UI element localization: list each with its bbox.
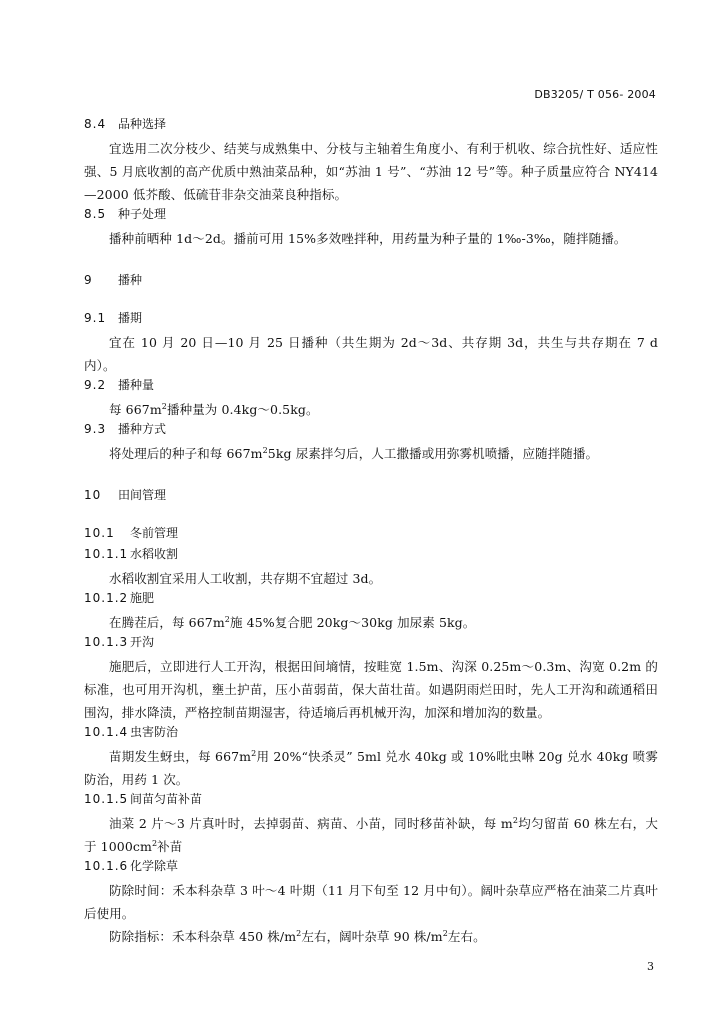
section-number: 10.1 bbox=[84, 526, 115, 540]
paragraph-pest-control bbox=[84, 745, 658, 791]
standard-code-header: DB3205/ T 056- 2004 bbox=[534, 88, 656, 101]
section-title: 冬前管理 bbox=[130, 526, 179, 540]
paragraph-sowing-method bbox=[84, 442, 658, 465]
section-number: 10.1.4 bbox=[84, 725, 129, 739]
section-number: 9.2 bbox=[84, 378, 107, 392]
heading-10-1-3 bbox=[84, 634, 658, 650]
heading-9-1 bbox=[84, 310, 658, 326]
paragraph-ditching: 施肥后，立即进行人工开沟，根据田间墒情，按畦宽 1.5m、沟深 0.25m～0.3m、沟宽 0.2m 的标准，也可用开沟机，壅土护苗，压小苗弱苗，保大苗壮苗。如遇阴雨烂田时，先人工开沟和疏通稻田围沟，排水降渍，严格控制苗期湿害，待适墒后再机械开沟，加深和增加沟的数量。 bbox=[84, 659, 658, 720]
text-run: 防除指标：禾本科杂草 450 株/m bbox=[109, 929, 297, 944]
section-number: 10 bbox=[84, 488, 102, 502]
section-number: 10.1.3 bbox=[84, 635, 129, 649]
heading-8-5 bbox=[84, 206, 658, 222]
heading-10-1-2 bbox=[84, 590, 658, 606]
text-run: 每 667m bbox=[109, 402, 162, 417]
superscript: 2 bbox=[224, 615, 230, 624]
section-title: 播期 bbox=[118, 311, 143, 325]
paragraph-sowing-date: 宜在 10 月 20 日—10 月 25 日播种（共生期为 2d～3d、共存期 3d，共生与共存期在 7 d 内）。 bbox=[84, 335, 658, 373]
text-run: 播种量为 0.4kg～0.5kg。 bbox=[167, 402, 319, 417]
superscript: 2 bbox=[442, 929, 448, 938]
paragraph-rice-harvest: 水稻收割宜采用人工收割，共存期不宜超过 3d。 bbox=[109, 571, 382, 586]
paragraph-fertilizing bbox=[84, 611, 658, 634]
text-run: 将处理后的种子和每 667m bbox=[109, 446, 263, 461]
section-title: 施肥 bbox=[130, 591, 155, 605]
text-run: 左右，阔叶杂草 90 株/m bbox=[301, 929, 443, 944]
section-number: 9.1 bbox=[84, 311, 107, 325]
section-title: 虫害防治 bbox=[130, 725, 179, 739]
text-run: 施 45%复合肥 20kg～30kg 加尿素 5kg。 bbox=[230, 615, 476, 630]
text-run: 油菜 2 片～3 片真叶时，去掉弱苗、病苗、小苗，同时移苗补缺，每 m bbox=[109, 816, 513, 831]
section-number: 10.1.6 bbox=[84, 859, 129, 873]
section-title: 品种选择 bbox=[118, 117, 167, 131]
section-number: 10.1.2 bbox=[84, 591, 129, 605]
section-number: 10.1.5 bbox=[84, 792, 129, 806]
paragraph-weeding-threshold bbox=[84, 925, 658, 948]
section-title: 开沟 bbox=[130, 635, 155, 649]
superscript: 2 bbox=[251, 749, 257, 758]
heading-10-1 bbox=[84, 525, 658, 541]
superscript: 2 bbox=[296, 929, 302, 938]
section-title: 化学除草 bbox=[130, 859, 179, 873]
paragraph-sowing-amount bbox=[84, 398, 658, 421]
heading-9-2 bbox=[84, 377, 658, 393]
section-title: 水稻收割 bbox=[130, 547, 179, 561]
paragraph-variety-selection: 宜选用二次分枝少、结荚与成熟集中、分枝与主轴着生角度小、有利于机收、综合抗性好、适应性强、5 月底收割的高产优质中熟油菜品种，如“苏油 1 号”、“苏油 12 号”等。种子质量应符合 NY414—2000 低芥酸、低硫苷非杂交油菜良种指标。 bbox=[84, 141, 658, 202]
heading-10 bbox=[84, 487, 658, 503]
text-run: 苗期发生蚜虫，每 667m bbox=[109, 749, 252, 764]
section-title: 种子处理 bbox=[118, 207, 167, 221]
section-number: 8.5 bbox=[84, 207, 107, 221]
document-body bbox=[84, 116, 658, 948]
text-run: 在腾茬后，每 667m bbox=[109, 615, 225, 630]
paragraph-seed-treatment: 播种前晒种 1d～2d。播前可用 15%多效唑拌种，用药量为种子量的 1‰-3‰，随拌随播。 bbox=[109, 231, 627, 246]
paragraph-thinning bbox=[84, 812, 658, 858]
heading-10-1-5 bbox=[84, 791, 658, 807]
text-run: 左右。 bbox=[447, 929, 486, 944]
text-run: 用 20%“快杀灵” 5ml 兑水 40kg 或 10%吡虫啉 20g 兑水 40kg 喷雾防治，用药 1 次。 bbox=[84, 749, 658, 787]
heading-8-4 bbox=[84, 116, 658, 132]
section-title: 播种方式 bbox=[118, 422, 167, 436]
section-title: 播种量 bbox=[118, 378, 155, 392]
section-number: 10.1.1 bbox=[84, 547, 129, 561]
page-number: 3 bbox=[647, 960, 654, 973]
heading-10-1-4 bbox=[84, 724, 658, 740]
section-title: 间苗匀苗补苗 bbox=[130, 792, 203, 806]
section-number: 9.3 bbox=[84, 422, 107, 436]
text-run: 均匀留苗 60 株左右，大于 1000cm bbox=[84, 816, 658, 854]
superscript: 2 bbox=[161, 402, 167, 411]
text-run: 补苗 bbox=[157, 839, 183, 854]
section-number: 8.4 bbox=[84, 117, 107, 131]
text-run: 5kg 尿素拌匀后，人工撒播或用弥雾机喷播，应随拌随播。 bbox=[267, 446, 599, 461]
section-title: 播种 bbox=[118, 273, 143, 287]
heading-9 bbox=[84, 272, 658, 288]
section-number: 9 bbox=[84, 273, 93, 287]
superscript: 2 bbox=[512, 816, 519, 825]
superscript: 2 bbox=[262, 446, 268, 455]
heading-10-1-6 bbox=[84, 858, 658, 874]
superscript: 2 bbox=[151, 839, 158, 848]
heading-10-1-1 bbox=[84, 546, 658, 562]
heading-9-3 bbox=[84, 421, 658, 437]
paragraph-weeding-timing: 防除时间：禾本科杂草 3 叶～4 叶期（11 月下旬至 12 月中旬）。阔叶杂草应严格在油菜二片真叶后使用。 bbox=[84, 883, 658, 921]
section-title: 田间管理 bbox=[118, 488, 167, 502]
